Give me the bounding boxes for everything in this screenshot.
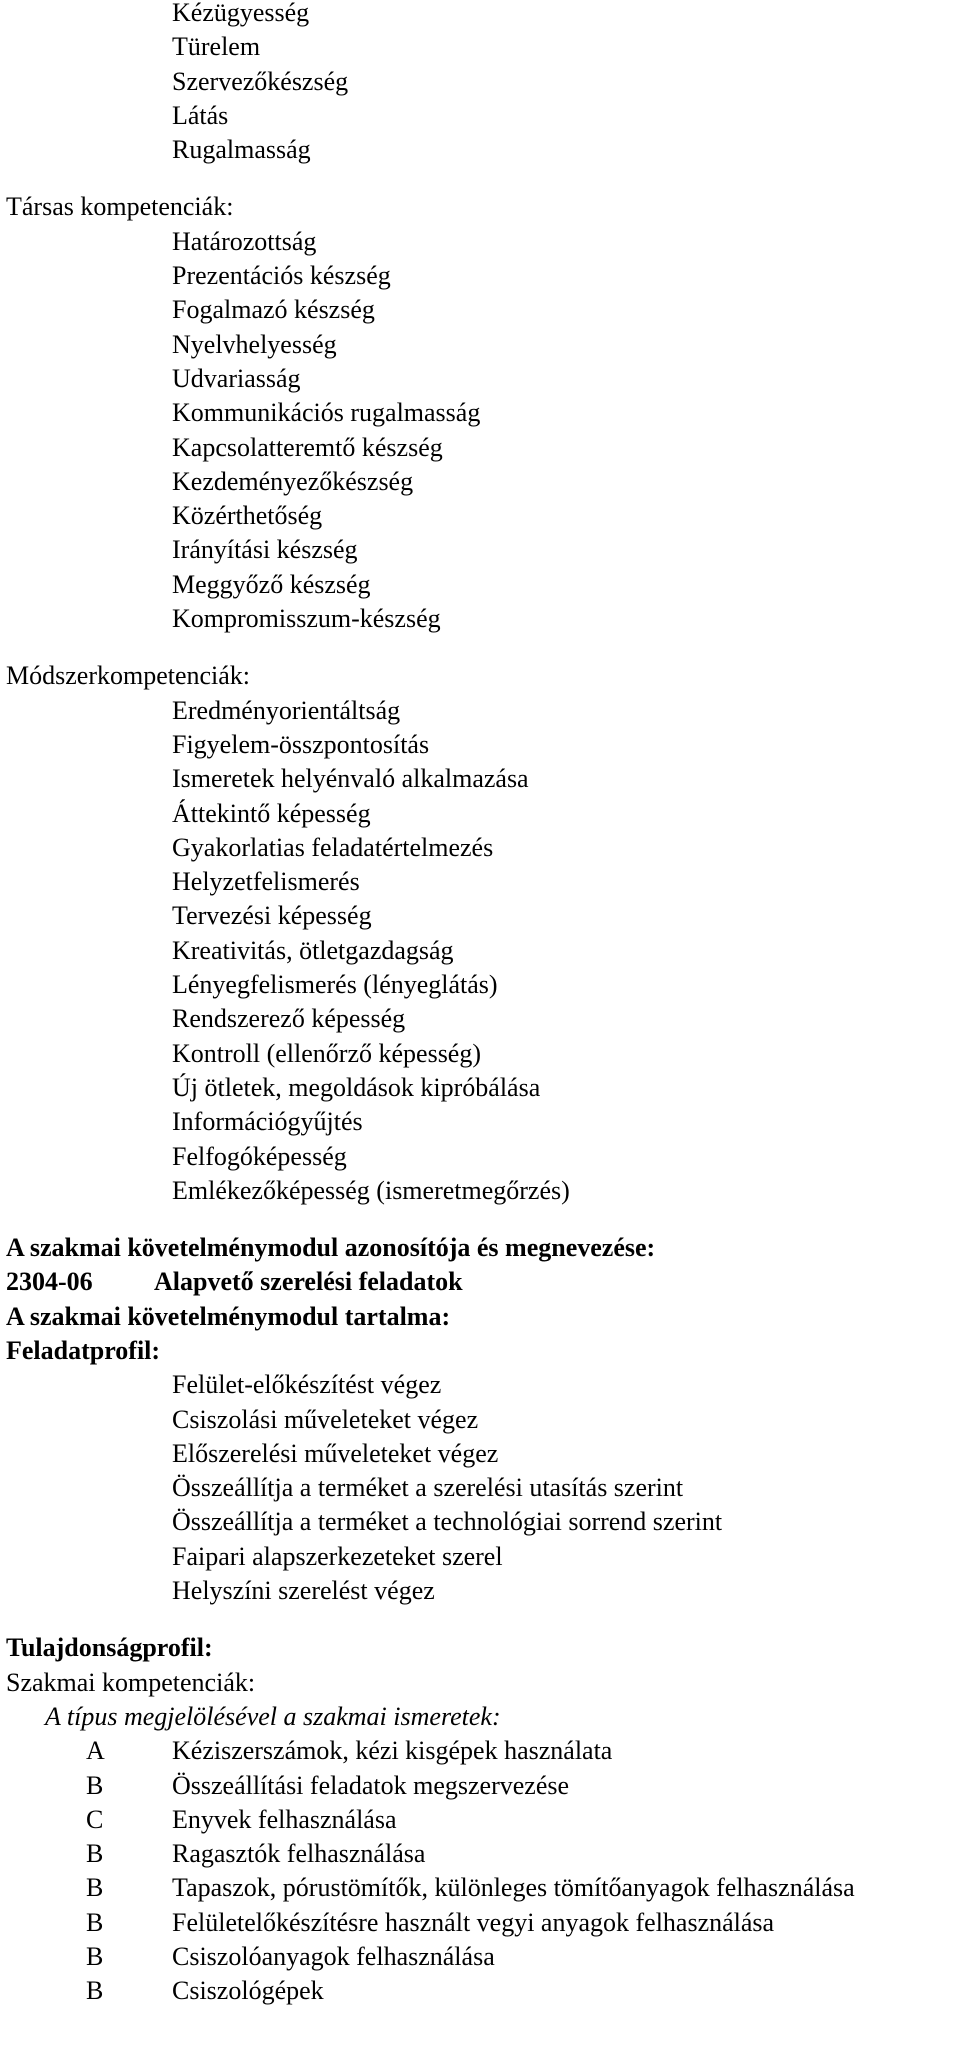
section-heading-method: Módszerkompetenciák: xyxy=(6,661,251,691)
row-text: Csiszológépek xyxy=(172,1976,324,2006)
professional-competences-heading: Szakmai kompetenciák: xyxy=(6,1667,256,1697)
type-label: B xyxy=(86,1873,104,1903)
list-item: Ismeretek helyénvaló alkalmazása xyxy=(172,764,529,794)
row-text: Enyvek felhasználása xyxy=(172,1804,397,1834)
spacer xyxy=(0,1608,960,1631)
list-item: Információgyűjtés xyxy=(172,1107,363,1137)
table-row xyxy=(0,1871,960,1905)
list-item: Kreativitás, ötletgazdagság xyxy=(172,935,454,965)
list-item: Áttekintő képesség xyxy=(172,798,371,828)
row-text: Csiszolóanyagok felhasználása xyxy=(172,1942,495,1972)
row-text: Ragasztók felhasználása xyxy=(172,1839,426,1869)
list-item: Helyzetfelismerés xyxy=(172,867,360,897)
list-item: Látás xyxy=(172,100,229,130)
row-text: Kéziszerszámok, kézi kisgépek használata xyxy=(172,1736,613,1766)
type-label: B xyxy=(86,1839,104,1869)
table-row xyxy=(0,1906,960,1940)
list-item: Előszerelési műveleteket végez xyxy=(172,1438,499,1468)
list-item: Kommunikációs rugalmasság xyxy=(172,398,481,428)
list-item: Csiszolási műveleteket végez xyxy=(172,1404,479,1434)
table-row xyxy=(0,1940,960,1974)
table-row xyxy=(0,1803,960,1837)
list-item: Kontroll (ellenőrző képesség) xyxy=(172,1038,482,1068)
row-text: Összeállítási feladatok megszervezése xyxy=(172,1770,570,1800)
list-item: Gyakorlatias feladatértelmezés xyxy=(172,832,494,862)
list-item: Fogalmazó készség xyxy=(172,295,375,325)
list-item: Közérthetőség xyxy=(172,501,323,531)
list-item: Határozottság xyxy=(172,226,317,256)
task-profile-heading: Feladatprofil: xyxy=(6,1335,161,1365)
list-item: Rendszerező képesség xyxy=(172,1004,406,1034)
property-profile-heading: Tulajdonságprofil: xyxy=(6,1633,213,1663)
list-item: Irányítási készség xyxy=(172,535,358,565)
table-row xyxy=(0,1769,960,1803)
list-item: Felfogóképesség xyxy=(172,1141,347,1171)
module-code: 2304-06 xyxy=(6,1267,93,1297)
list-item: Kezdeményezőkészség xyxy=(172,466,414,496)
list-item: Lényegfelismerés (lényeglátás) xyxy=(172,970,498,1000)
list-item: Prezentációs készség xyxy=(172,261,391,291)
spacer xyxy=(0,1208,960,1231)
list-item: Tervezési képesség xyxy=(172,901,372,931)
list-item: Összeállítja a terméket a technológiai sorrend szerint xyxy=(172,1507,723,1537)
list-item: Kompromisszum-készség xyxy=(172,604,441,634)
list-item: Emlékezőképesség (ismeretmegőrzés) xyxy=(172,1175,570,1205)
section-heading-social: Társas kompetenciák: xyxy=(6,192,234,222)
list-item: Kapcsolatteremtő készség xyxy=(172,432,443,462)
type-label: B xyxy=(86,1770,104,1800)
list-item: Meggyőző készség xyxy=(172,569,371,599)
type-label: B xyxy=(86,1942,104,1972)
spacer xyxy=(0,636,960,659)
list-item: Felület-előkészítést végez xyxy=(172,1370,442,1400)
type-label: B xyxy=(86,1907,104,1937)
module-code-line xyxy=(0,1265,960,1299)
module-name: Alapvető szerelési feladatok xyxy=(154,1267,463,1297)
list-item: Nyelvhelyesség xyxy=(172,329,337,359)
table-row xyxy=(0,1974,960,2008)
table-row xyxy=(0,1734,960,1768)
list-item: Új ötletek, megoldások kipróbálása xyxy=(172,1072,541,1102)
list-item: Faipari alapszerkezeteket szerel xyxy=(172,1541,503,1571)
list-item: Kézügyesség xyxy=(172,0,310,27)
list-item: Összeállítja a terméket a szerelési utasítás szerint xyxy=(172,1473,684,1503)
type-label: B xyxy=(86,1976,104,2006)
list-item: Helyszíni szerelést végez xyxy=(172,1576,435,1606)
type-label: C xyxy=(86,1804,104,1834)
type-note: A típus megjelölésével a szakmai ismeretek: xyxy=(45,1701,501,1731)
type-label: A xyxy=(86,1736,105,1766)
list-item: Figyelem-összpontosítás xyxy=(172,729,430,759)
row-text: Felületelőkészítésre használt vegyi anyagok felhasználása xyxy=(172,1907,775,1937)
list-item: Rugalmasság xyxy=(172,135,311,165)
spacer xyxy=(0,167,960,190)
list-item: Türelem xyxy=(172,32,261,62)
list-item: Eredményorientáltság xyxy=(172,695,401,725)
row-text: Tapaszok, pórustömítők, különleges tömítőanyagok felhasználása xyxy=(172,1873,855,1903)
module-content-heading: A szakmai követelménymodul tartalma: xyxy=(6,1301,451,1331)
list-item: Udvariasság xyxy=(172,363,301,393)
module-id-heading: A szakmai követelménymodul azonosítója és megnevezése: xyxy=(6,1233,656,1263)
list-item: Szervezőkészség xyxy=(172,66,349,96)
table-row xyxy=(0,1837,960,1871)
